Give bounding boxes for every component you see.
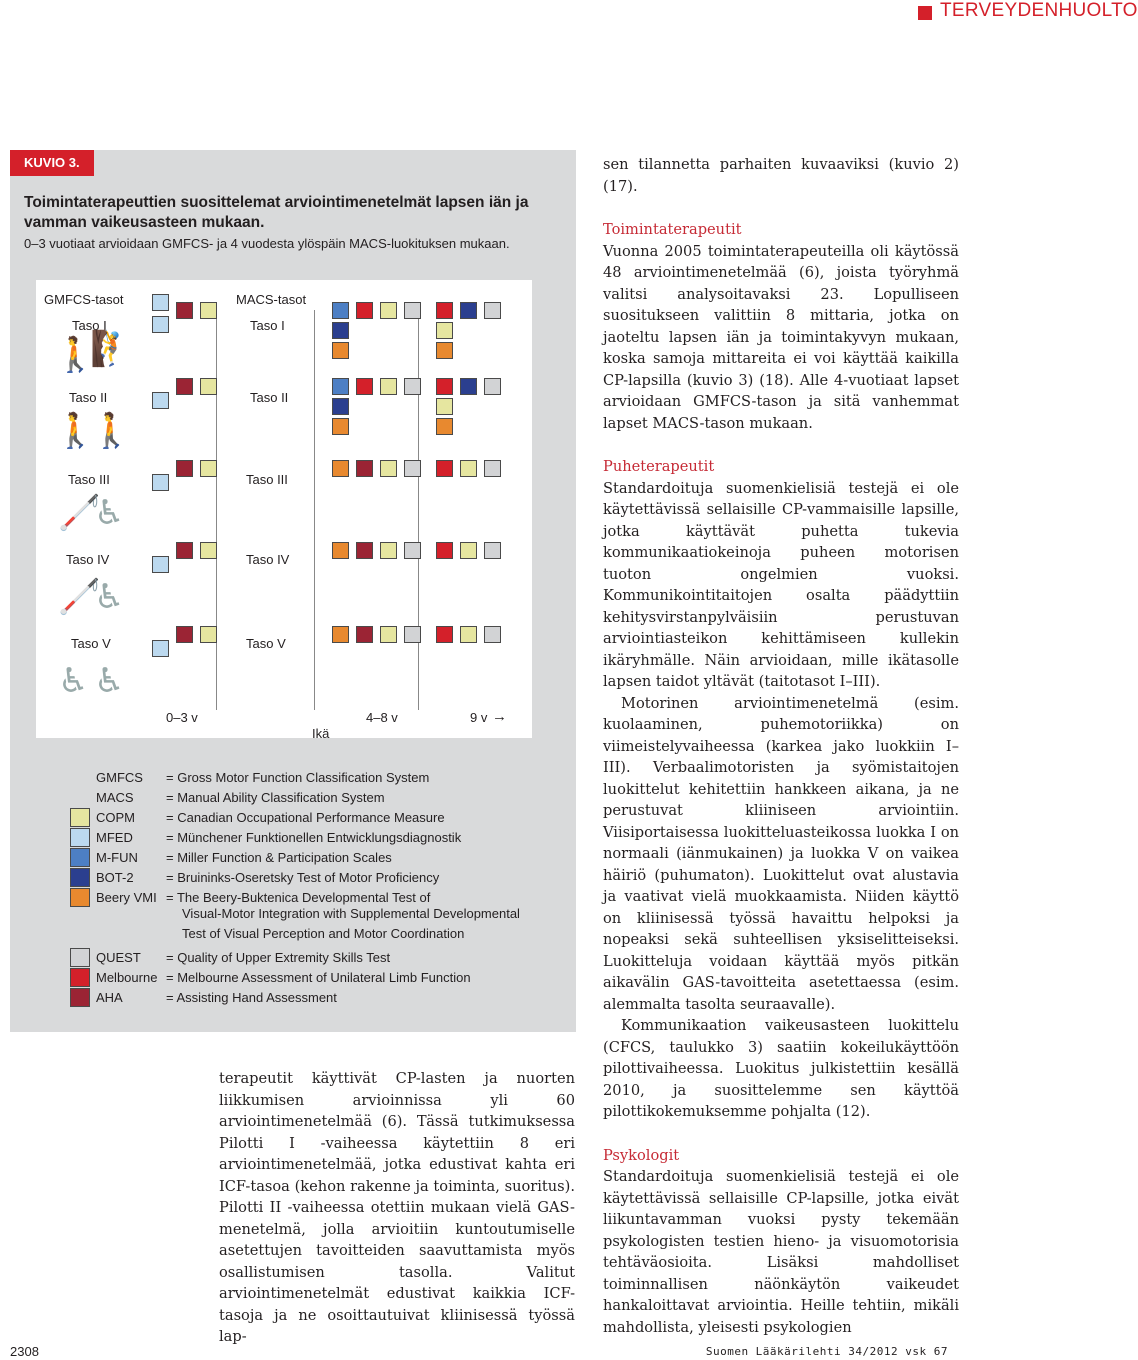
copm-marker	[460, 460, 477, 477]
walking-child-icon: 🚶	[54, 411, 97, 451]
legend-desc: = Manual Ability Classification System	[166, 790, 385, 805]
legend-abbr: M-FUN	[96, 850, 138, 865]
gmfcs-level-4: Taso IV	[66, 552, 110, 567]
beery-marker	[436, 418, 453, 435]
legend-abbr: MACS	[96, 790, 134, 805]
macs-level-1: Taso I	[250, 318, 285, 333]
age-tick-9: 9 v	[470, 710, 488, 725]
quest-marker	[404, 460, 421, 477]
copm-marker	[380, 460, 397, 477]
copm-marker	[436, 398, 453, 415]
paragraph: Standardoituja suomenkielisiä testejä ei ole käytettävissä sellaisille CP-lapsille, jotka eivät liikuntavamman vuoksi pysty tekemään psykologisten testien hieno- ja visuomotorisia tehtäväosioita. Lisäksi mahdolliset toiminnallisen näönkäytön vaikeudet hankaloittavat arviointia. Heille tehtiin, mikäli mahdollista, yleisesti psykologien	[603, 1168, 959, 1336]
legend-swatch	[70, 988, 90, 1007]
copm-marker	[200, 302, 217, 319]
beery-marker	[332, 342, 349, 359]
copm-marker	[460, 626, 477, 643]
figure-subtitle: 0–3 vuotiaat arvioidaan GMFCS- ja 4 vuodesta ylöspäin MACS-luokituksen mukaan.	[24, 236, 510, 251]
paragraph: Standardoituja suomenkielisiä testejä ei ole käytettävissä sellaisille CP-vammaisille lapsille, jotka käyttävät puhetta tukevia kommunikaatiokeinoja puheen motorisen tuoton ongelmien vuoksi. Kommunikointitaitojen osalta päädyttiin kehitysvirstanpylväisiin perustuvan arviointiasteikon kehittämiseen kullekin ikäryhmälle. Näin arvioidaan, mille ikätasolle lapsen taidot yltävät (taitotasot I–III).	[603, 479, 959, 690]
macs-level-5: Taso V	[246, 636, 286, 651]
age-axis-label: Ikä	[312, 726, 330, 741]
page-number: 2308	[10, 1344, 39, 1359]
age-tick-0-3: 0–3 v	[166, 710, 198, 725]
walker-child-icon: 🚶	[90, 411, 133, 451]
aha-marker	[176, 542, 193, 559]
mfun-marker	[332, 302, 349, 319]
melbourne-marker	[436, 626, 453, 643]
macs-header: MACS-tasot	[236, 292, 307, 307]
heading-psykologit: Psykologit	[603, 1146, 680, 1164]
aha-marker	[356, 542, 373, 559]
copm-marker	[436, 322, 453, 339]
legend-abbr: GMFCS	[96, 770, 143, 785]
section-square-icon	[918, 6, 932, 20]
aha-marker	[176, 378, 193, 395]
heading-puheterapeutit: Puheterapeutit	[603, 458, 715, 475]
melbourne-marker	[436, 460, 453, 477]
beery-marker	[332, 460, 349, 477]
section-label: TERVEYDENHUOLTO	[940, 0, 1138, 21]
legend-swatch	[70, 868, 90, 887]
aha-marker	[176, 460, 193, 477]
paragraph: Vuonna 2005 toimintaterapeuteilla oli käytössä 48 arviointimenetelmää (6), joista työryhmä valitsi analysoitavaksi 23. Lopulliseen suositukseen valittiin 8 mittaria, jotka on jaoteltu lapsen iän ja toimintakyvyn mukaan, koska samoja mittareita ei voi käyttää kaikilla CP-lapsilla (kuvio 3) (18). Alle 4-vuotiaat lapset arvioidaan GMFCS-tason ja sitä vanhemmat lapset MACS-tason mukaan.	[603, 242, 959, 432]
legend-swatch	[70, 848, 90, 867]
legend-abbr: Beery VMI	[96, 890, 157, 905]
paragraph: Motorinen arviointimenetelmä (esim. kuolaaminen, puhemotoriikka) on viimeistelyvaiheessa (karkea jako luokkiin I–III). Verbaalimotoristen ja syömistaitojen luokittelut kehitettiin hankkeen aikana, ja ne perustuvat kliiniseen arviointiin. Viisiportaisessa luokitteluasteikossa luokka I on normaali (iänmukainen) ja luokka V on vaikea häiriö (puhumaton). Luokittelut ovat alustavia ja vaativat vielä muokkaamista. Niiden käyttö on kliinisessä työssä havaittu helpoksi ja nopeaksi sekä suhteellisen yksiselitteiseksi. Luokitteluja voidaan käyttää myös pitkän aikavälin GAS-tavoitteita asetettaessa (esim. alemmalta tasolta seuraavalle).	[603, 694, 959, 1013]
copm-marker	[200, 542, 217, 559]
quest-marker	[484, 378, 501, 395]
copm-marker	[200, 378, 217, 395]
divider-line	[314, 310, 315, 710]
legend-swatch	[70, 828, 90, 847]
divider-line	[418, 310, 419, 710]
mfed-marker	[152, 392, 169, 409]
legend-desc: = Canadian Occupational Performance Measure	[166, 810, 445, 825]
legend-desc: = Gross Motor Function Classification System	[166, 770, 430, 785]
copm-marker	[380, 542, 397, 559]
legend-abbr: Melbourne	[96, 970, 158, 985]
gmfcs-level-5: Taso V	[71, 636, 111, 651]
wheelchair-child-icon: ♿	[94, 577, 125, 617]
quest-marker	[404, 626, 421, 643]
quest-marker	[484, 626, 501, 643]
aha-marker	[356, 460, 373, 477]
legend-desc: = Assisting Hand Assessment	[166, 990, 337, 1005]
legend-swatch	[70, 968, 90, 987]
beery-marker	[332, 542, 349, 559]
legend-abbr: MFED	[96, 830, 133, 845]
walking-child-icon: 🚶	[54, 335, 97, 375]
copm-marker	[380, 626, 397, 643]
legend-desc: = Miller Function & Participation Scales	[166, 850, 392, 865]
copm-marker	[380, 378, 397, 395]
legend-desc: = Bruininks-Oseretsky Test of Motor Proficiency	[166, 870, 440, 885]
column-bottom-middle	[219, 1068, 575, 1348]
age-arrow-icon: →	[492, 708, 507, 725]
wheelchair-child-icon: ♿	[94, 493, 125, 533]
copm-marker	[200, 626, 217, 643]
bot2-marker	[332, 322, 349, 339]
paragraph: terapeutit käyttivät CP-lasten ja nuorten liikkumisen arvioinnissa yli 60 arviointimenetelmää (6). Tässä tutkimuksessa Pilotti I -vaiheessa käytettiin 8 eri arviointimenetelmää, jotka edustivat kahta eri ICF-tasoa (kehon rakenne ja toiminta, suoritus). Pilotti II -vaiheessa otettiin mukaan vielä GAS-menetelmä, jolla arvioitiin kuntoutumiselle asetettujen tavoitteiden saavuttamista myös osallistumisen tasolla. Valitut arviointimenetelmät edustivat kaikkia ICF-tasoja ja ne osoittautuivat kliinisessä työssä lap-	[219, 1070, 575, 1345]
mfed-marker	[152, 556, 169, 573]
aha-marker	[356, 626, 373, 643]
walker-child-icon: 🦯	[58, 577, 101, 617]
paragraph: Kommunikaation vaikeusasteen luokittelu (CFCS, taulukko 3) saatiin kokeilukäyttöön pilottivaiheessa. Luokitus julkistettiin kesällä 2010, ja suosittelemme sen käyttöä pilottikokemuksemme pohjalta (12).	[603, 1017, 959, 1120]
legend-abbr: AHA	[96, 990, 123, 1005]
beery-marker	[332, 626, 349, 643]
age-tick-4-8: 4–8 v	[366, 710, 398, 725]
heading-toimintaterapeutit: Toimintaterapeutit	[603, 221, 742, 238]
legend-swatch	[70, 888, 90, 907]
legend-abbr: BOT-2	[96, 870, 134, 885]
legend-continuation-1: Visual-Motor Integration with Supplemental Developmental	[182, 906, 520, 921]
macs-level-4: Taso IV	[246, 552, 290, 567]
legend-abbr: COPM	[96, 810, 135, 825]
bot2-marker	[332, 398, 349, 415]
copm-marker	[200, 460, 217, 477]
legend-swatch	[70, 808, 90, 827]
bot2-marker	[460, 302, 477, 319]
melbourne-marker	[356, 302, 373, 319]
mfed-marker	[152, 474, 169, 491]
stairs-child-icon: 🧗	[90, 329, 133, 369]
beery-marker	[332, 418, 349, 435]
legend-continuation-2: Test of Visual Perception and Motor Coordination	[182, 926, 465, 941]
column-right	[603, 154, 959, 1338]
quest-marker	[484, 460, 501, 477]
quest-marker	[404, 542, 421, 559]
wheelchair-child-icon: ♿	[58, 661, 89, 701]
figure-title: Toimintaterapeuttien suosittelemat arviointimenetelmät lapsen iän ja vamman vaikeusasteen mukaan.	[24, 194, 529, 231]
assessment-chart	[36, 280, 532, 741]
mfed-marker	[152, 640, 169, 657]
legend-desc: = The Beery-Buktenica Developmental Test of	[166, 890, 431, 905]
mfed-marker	[152, 316, 169, 333]
melbourne-marker	[436, 542, 453, 559]
quest-marker	[484, 302, 501, 319]
legend-swatch	[70, 948, 90, 967]
quest-marker	[484, 542, 501, 559]
gmfcs-header: GMFCS-tasot	[44, 292, 124, 307]
melbourne-marker	[356, 378, 373, 395]
quest-marker	[404, 302, 421, 319]
gmfcs-level-1: Taso I	[72, 318, 107, 333]
figure-label: KUVIO 3.	[10, 150, 94, 176]
aha-marker	[176, 626, 193, 643]
wheelchair-child-icon: ♿	[94, 661, 125, 701]
beery-marker	[436, 342, 453, 359]
mfun-marker	[332, 378, 349, 395]
melbourne-marker	[436, 378, 453, 395]
mfed-marker	[152, 294, 169, 311]
bot2-marker	[460, 378, 477, 395]
legend-desc: = Melbourne Assessment of Unilateral Limb Function	[166, 970, 471, 985]
macs-level-2: Taso II	[250, 390, 289, 405]
figure-kuvio-3	[10, 150, 576, 1032]
journal-issue: Suomen Lääkärilehti 34/2012 vsk 67	[705, 1345, 948, 1358]
copm-marker	[460, 542, 477, 559]
melbourne-marker	[436, 302, 453, 319]
legend-desc: = Münchener Funktionellen Entwicklungsdiagnostik	[166, 830, 462, 845]
divider-line	[216, 310, 217, 710]
macs-level-3: Taso III	[246, 472, 288, 487]
legend-abbr: QUEST	[96, 950, 141, 965]
gmfcs-level-3: Taso III	[68, 472, 110, 487]
quest-marker	[404, 378, 421, 395]
aha-marker	[176, 302, 193, 319]
legend-desc: = Quality of Upper Extremity Skills Test	[166, 950, 391, 965]
gmfcs-level-2: Taso II	[69, 390, 108, 405]
copm-marker	[380, 302, 397, 319]
paragraph: sen tilannetta parhaiten kuvaaviksi (kuvio 2) (17).	[603, 156, 959, 195]
walker-child-icon: 🦯	[58, 493, 101, 533]
